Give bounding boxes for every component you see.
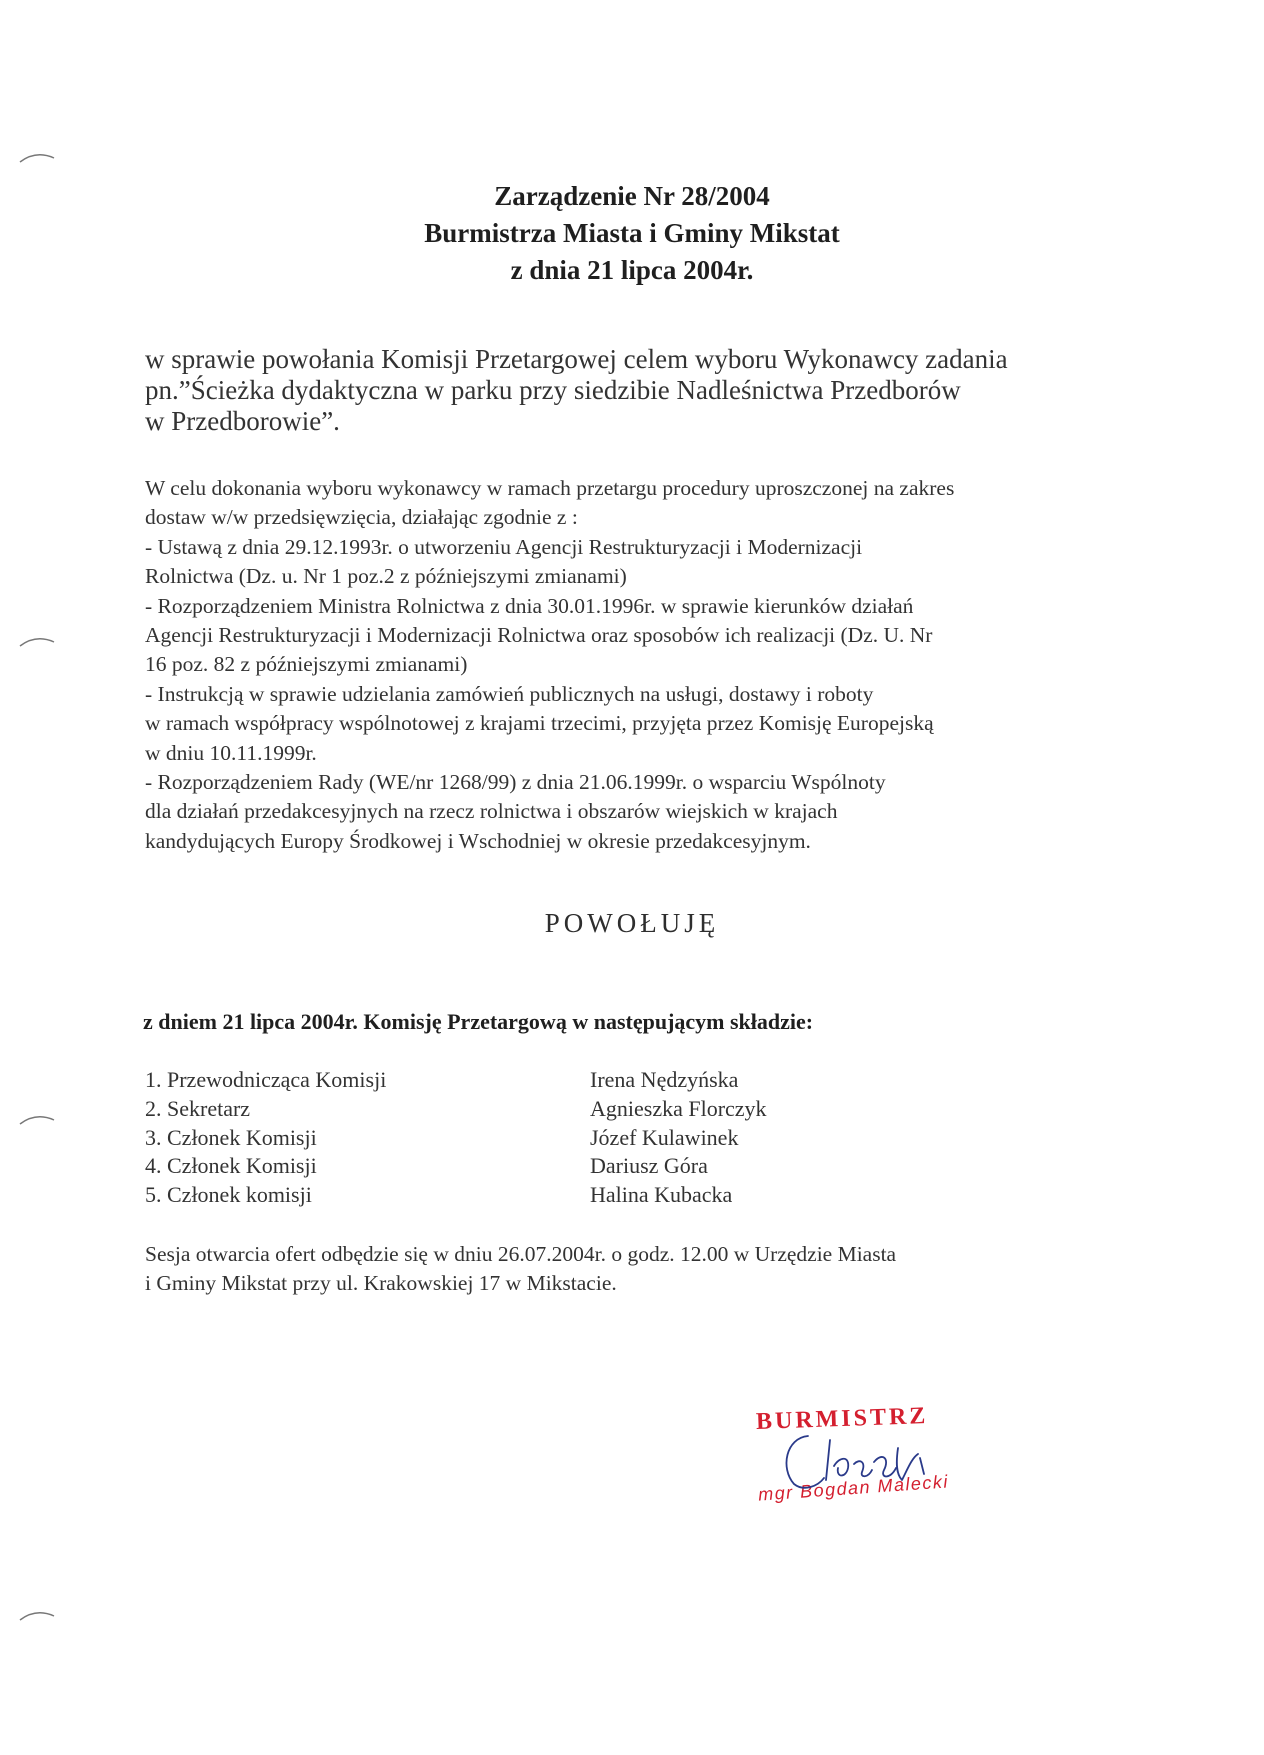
stamp-title: BURMISTRZ: [755, 1403, 929, 1435]
basis-line: kandydujących Europy Środkowej i Wschodniej w okresie przedakcesyjnym.: [145, 828, 811, 853]
session-line: i Gminy Mikstat przy ul. Krakowskiej 17 w Mikstacie.: [145, 1271, 617, 1296]
member-name: Irena Nędzyńska: [590, 1067, 739, 1092]
basis-line: 16 poz. 82 z późniejszymi zmianami): [145, 652, 468, 677]
subject-line: w Przedborowie”.: [145, 406, 340, 436]
session-line: Sesja otwarcia ofert odbędzie się w dniu 26.07.2004r. o godz. 12.00 w Urzędzie Miasta: [145, 1242, 897, 1266]
document-title: [0, 178, 1264, 289]
member-role: 4. Członek Komisji: [145, 1153, 317, 1179]
stamp-name: mgr Bogdan Malecki: [757, 1471, 950, 1505]
basis-line: w dniu 10.11.1999r.: [145, 740, 317, 765]
basis-line: dostaw w/w przedsięwzięcia, działając zgodnie z :: [145, 505, 578, 530]
subject-line: pn.”Ścieżka dydaktyczna w parku przy siedzibie Nadleśnictwa Przedborów: [145, 375, 961, 405]
member-name: Dariusz Góra: [590, 1153, 708, 1179]
committee-members-list: [145, 1066, 1045, 1210]
member-name: Agnieszka Florczyk: [590, 1095, 767, 1121]
legal-basis-paragraph: [145, 474, 1145, 856]
basis-line: Agencji Restrukturyzacji i Modernizacji Rolnictwa oraz sposobów ich realizacji (Dz. U. Nr: [145, 623, 933, 648]
session-paragraph: [145, 1240, 1145, 1299]
mayor-stamp: [748, 1398, 998, 1538]
member-role: 3. Członek Komisji: [145, 1124, 317, 1150]
basis-line: w ramach współpracy wspólnotowej z krajami trzecimi, przyjęta przez Komisję Europejską: [145, 711, 934, 736]
section-heading: POWOŁUJĘ: [544, 908, 720, 938]
basis-line: Rolnictwa (Dz. u. Nr 1 poz.2 z późniejszymi zmianami): [145, 564, 627, 589]
basis-line: - Instrukcją w sprawie udzielania zamówień publicznych na usługi, dostawy i roboty: [145, 681, 874, 706]
title-line: z dnia 21 lipca 2004r.: [510, 255, 754, 285]
list-item: [145, 1095, 1045, 1124]
list-item: [145, 1124, 1045, 1153]
decision-statement: z dniem 21 lipca 2004r. Komisję Przetargową w następującym składzie:: [143, 1009, 814, 1034]
title-line: Zarządzenie Nr 28/2004: [494, 181, 770, 211]
punch-hole-mark: [18, 150, 58, 164]
title-line: Burmistrza Miasta i Gminy Mikstat: [424, 218, 840, 248]
list-item: [145, 1181, 1045, 1210]
basis-line: - Rozporządzeniem Ministra Rolnictwa z dnia 30.01.1996r. w sprawie kierunków działań: [145, 593, 914, 618]
subject-paragraph: [145, 344, 1145, 437]
member-name: Halina Kubacka: [590, 1182, 733, 1208]
basis-line: W celu dokonania wyboru wykonawcy w ramach przetargu procedury uproszczonej na zakres: [145, 476, 955, 500]
member-role: 1. Przewodnicząca Komisji: [145, 1067, 387, 1092]
member-role: 5. Członek komisji: [145, 1182, 312, 1208]
list-item: [145, 1066, 1045, 1095]
member-role: 2. Sekretarz: [145, 1095, 251, 1121]
basis-line: - Ustawą z dnia 29.12.1993r. o utworzeniu Agencji Restrukturyzacji i Modernizacji: [145, 534, 863, 559]
member-name: Józef Kulawinek: [590, 1124, 739, 1150]
punch-hole-mark: [18, 1112, 58, 1126]
list-item: [145, 1152, 1045, 1181]
basis-line: - Rozporządzeniem Rady (WE/nr 1268/99) z dnia 21.06.1999r. o wsparciu Wspólnoty: [145, 770, 886, 795]
punch-hole-mark: [18, 1608, 58, 1622]
handwritten-signature: [778, 1428, 978, 1498]
subject-line: w sprawie powołania Komisji Przetargowej celem wyboru Wykonawcy zadania: [145, 344, 1008, 374]
punch-hole-mark: [18, 634, 58, 648]
basis-line: dla działań przedakcesyjnych na rzecz rolnictwa i obszarów wiejskich w krajach: [145, 799, 838, 824]
